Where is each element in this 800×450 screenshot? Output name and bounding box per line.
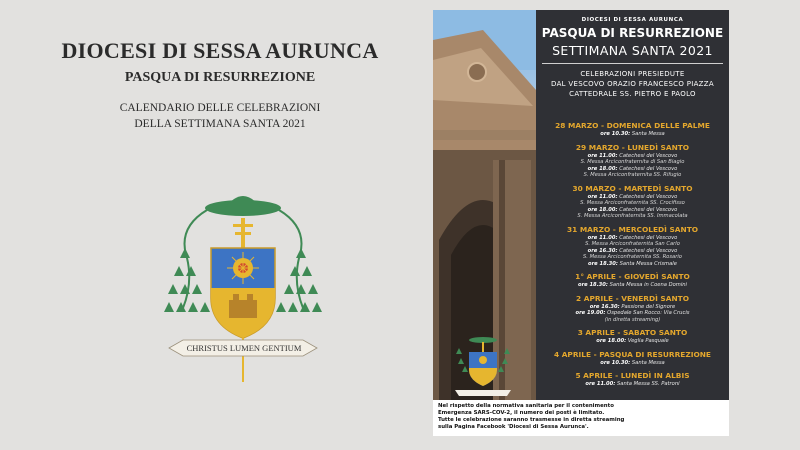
event-time: ore 18.00: — [587, 165, 618, 172]
event-time: ore 11.00: — [587, 193, 618, 200]
event-time: ore 11.00: — [587, 234, 618, 241]
event-time: ore 18.30: — [588, 260, 618, 267]
day-block — [536, 294, 729, 324]
event-text: Catechesi del Vescovo — [619, 247, 678, 254]
event-text: Santa Messa — [631, 131, 665, 137]
day-title: 31 MARZO - MERCOLEDÌ SANTO — [566, 224, 699, 234]
easter-subtitle: PASQUA DI RESURREZIONE — [124, 70, 316, 85]
celebrations-caption — [536, 69, 729, 99]
health-notice — [433, 400, 729, 436]
schedule-list — [536, 121, 729, 388]
day-title: 5 APRILE - LUNEDÌ IN ALBIS — [575, 371, 690, 380]
diocese-title: DIOCESI DI SESSA AURUNCA — [61, 38, 379, 63]
calendar-caption-line2: DELLA SETTIMANA SANTA 2021 — [134, 118, 306, 130]
event-text: Catechesi del Vescovo — [619, 206, 678, 213]
celebrations-line: DAL VESCOVO ORAZIO FRANCESCO PIAZZA — [551, 80, 714, 88]
day-title: 30 MARZO - MARTEDÌ SANTO — [572, 183, 693, 193]
event-time: ore 18.00: — [587, 206, 618, 213]
cathedral-photo — [433, 10, 536, 400]
event-time: ore 11.00: — [587, 152, 618, 159]
event-text: Catechesi del Vescovo — [619, 193, 678, 200]
event-text: S. Messa Arciconfraternita SS. Rosario — [583, 254, 682, 260]
event-line — [536, 381, 729, 388]
event-time: ore 19.00: — [575, 310, 606, 316]
event-text: S. Messa Arciconfraternita di San Biagio — [580, 159, 685, 165]
day-title: 29 MARZO - LUNEDÌ SANTO — [575, 142, 690, 152]
event-text: Santa Messa — [631, 359, 665, 366]
event-time: ore 10.30: — [600, 359, 631, 366]
day-block — [536, 121, 729, 138]
day-block — [536, 184, 729, 220]
day-title: 1° APRILE - GIOVEDÌ SANTO — [575, 272, 690, 281]
event-time: ore 16.30: — [587, 247, 618, 254]
event-text: S. Messa Arciconfraternita SS. Rifugio — [583, 172, 682, 178]
day-block — [536, 328, 729, 345]
notice-line: Emergenza SARS-COV-2, il numero dei posti è limitato. — [438, 409, 605, 416]
event-time: ore 10.30: — [600, 131, 631, 137]
event-text: Ospedale San Rocco: Via Crucis — [607, 310, 690, 316]
event-time: ore 16.30: — [589, 303, 620, 310]
notice-line: sulla Pagina Facebook 'Diocesi di Sessa Aurunca'. — [438, 423, 589, 430]
celebrations-line: CELEBRAZIONI PRESIEDUTE — [580, 70, 685, 78]
event-text: Passione del Signore — [621, 303, 676, 310]
day-title: 28 MARZO - DOMENICA DELLE PALME — [555, 121, 710, 130]
event-time: ore 11.00: — [585, 381, 616, 387]
notice-line: Tutte le celebrazione saranno trasmesse in diretta streaming — [438, 416, 625, 423]
motto-ribbon-text: CHRISTUS LUMEN GENTIUM — [186, 343, 302, 353]
event-time: ore 18.00: — [596, 338, 627, 344]
event-text: S. Messa Arciconfraternita SS. Crocifisso — [580, 200, 685, 206]
event-text: S. Messa Arciconfraternita SS. Immacolata — [577, 213, 688, 219]
event-text: (in diretta streaming) — [604, 316, 661, 323]
cathedral-facade-image — [433, 10, 536, 400]
poster-title: PASQUA DI RESURREZIONE — [541, 26, 724, 40]
event-text: Catechesi del Vescovo — [619, 152, 678, 159]
day-block — [536, 350, 729, 367]
event-text: Veglia Pasquale — [627, 338, 669, 344]
event-poster — [433, 10, 729, 436]
poster-org: DIOCESI DI SESSA AURUNCA — [581, 17, 684, 23]
celebrations-line: CATTEDRALE SS. PIETRO E PAOLO — [569, 90, 696, 98]
day-title: 2 APRILE - VENERDÌ SANTO — [576, 293, 689, 303]
day-block — [536, 225, 729, 268]
event-text: S. Messa Arciconfraternita San Carlo — [585, 241, 680, 247]
poster-subtitle: SETTIMANA SANTA 2021 — [552, 43, 713, 58]
divider — [542, 63, 723, 64]
day-block — [536, 371, 729, 388]
day-title: 3 APRILE - SABATO SANTO — [577, 328, 688, 337]
calendar-caption — [20, 100, 420, 132]
day-block — [536, 143, 729, 179]
day-block — [536, 272, 729, 289]
event-text: Santa Messa SS. Patroni — [616, 381, 680, 387]
calendar-caption-line1: CALENDARIO DELLE CELEBRAZIONI — [119, 102, 321, 114]
event-time: ore 18.30: — [578, 282, 608, 288]
event-text: Santa Messa Crismale — [619, 260, 677, 267]
schedule-panel — [536, 10, 729, 400]
event-text: Santa Messa in Coena Domini — [609, 282, 687, 288]
notice-line: Nel rispetto della normativa sanitaria per il contenimento — [438, 403, 614, 409]
event-text: Catechesi del Vescovo — [619, 234, 678, 241]
coat-of-arms-icon — [163, 188, 323, 388]
day-title: 4 APRILE - PASQUA DI RESURREZIONE — [554, 349, 711, 359]
event-text: Catechesi del Vescovo — [619, 165, 678, 172]
